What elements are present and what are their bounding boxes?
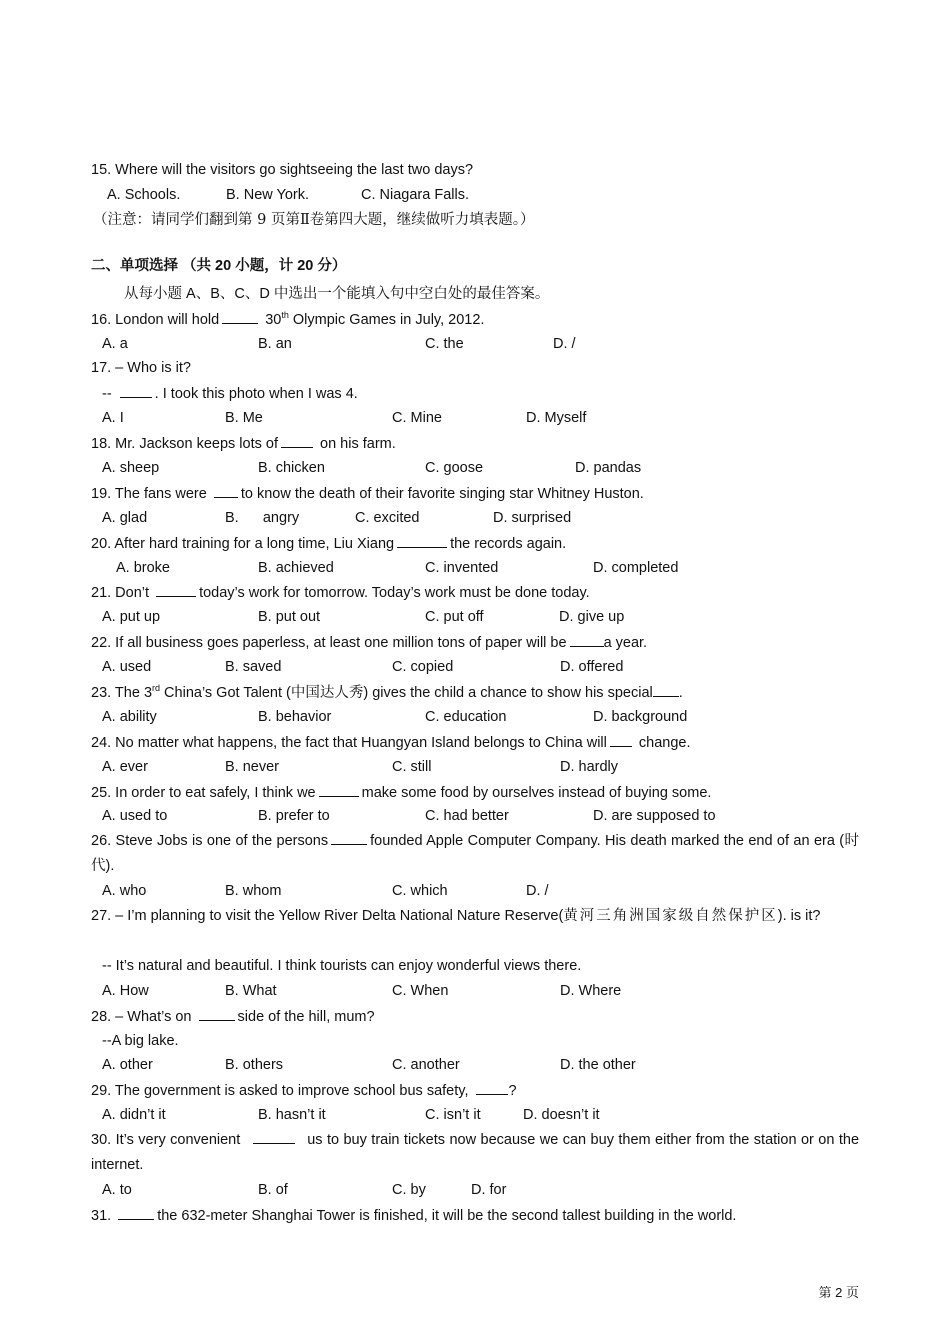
question-17: 17. – Who is it? bbox=[91, 360, 191, 376]
answer-blank bbox=[281, 433, 313, 448]
q23-option-c: C. education bbox=[425, 709, 507, 725]
q29-option-c: C. isn’t it bbox=[425, 1107, 481, 1123]
listening-note: （注意：请同学们翻到第 9 页第Ⅱ卷第四大题，继续做听力填表题。） bbox=[93, 212, 535, 228]
answer-blank bbox=[120, 383, 152, 398]
question-29: 29. The government is asked to improve school bus safety, ? bbox=[91, 1080, 517, 1101]
q26-option-c: C. which bbox=[392, 883, 448, 899]
q23-option-a: A. ability bbox=[102, 709, 157, 725]
question-24: 24. No matter what happens, the fact that Huangyan Island belongs to China will change. bbox=[91, 732, 691, 753]
q19-option-b: B. angry bbox=[225, 510, 300, 526]
q15-option-c: C. Niagara Falls. bbox=[361, 187, 469, 203]
q15-option-a: A. Schools. bbox=[107, 187, 181, 203]
q16-option-a: A. a bbox=[102, 336, 128, 352]
answer-blank bbox=[199, 1006, 235, 1021]
question-19: 19. The fans were to know the death of their favorite singing star Whitney Huston. bbox=[91, 483, 644, 504]
answer-blank bbox=[653, 682, 679, 697]
q28-reply: --A big lake. bbox=[102, 1033, 179, 1049]
q17-option-c: C. Mine bbox=[392, 410, 442, 426]
q30-option-a: A. to bbox=[102, 1182, 132, 1198]
q27-option-a: A. How bbox=[102, 983, 149, 999]
question-30: 30. It’s very convenient us to buy train tickets now because we can buy them either from the station or on the internet. bbox=[91, 1128, 859, 1178]
q28-option-a: A. other bbox=[102, 1057, 153, 1073]
q25-option-c: C. had better bbox=[425, 808, 509, 824]
q28-option-d: D. the other bbox=[560, 1057, 636, 1073]
question-28: 28. – What’s on side of the hill, mum? bbox=[91, 1006, 375, 1027]
question-18: 18. Mr. Jackson keeps lots of on his farm. bbox=[91, 433, 396, 454]
q21-option-c: C. put off bbox=[425, 609, 484, 625]
q22-option-b: B. saved bbox=[225, 659, 282, 675]
page-number: 第 2 页 bbox=[818, 1285, 859, 1300]
question-27: 27. – I’m planning to visit the Yellow River Delta National Nature Reserve(黄河三角洲国家级自然保护区). is it? bbox=[91, 908, 821, 924]
q19-option-a: A. glad bbox=[102, 510, 148, 526]
answer-blank bbox=[331, 830, 367, 845]
q24-option-d: D. hardly bbox=[560, 759, 619, 775]
q16-option-d: D. / bbox=[553, 336, 576, 352]
q23-option-d: D. background bbox=[593, 709, 688, 725]
q16-option-b: B. an bbox=[258, 336, 292, 352]
q18-option-c: C. goose bbox=[425, 460, 484, 476]
question-15: 15. Where will the visitors go sightseeing the last two days? bbox=[91, 162, 474, 178]
q26-option-b: B. whom bbox=[225, 883, 282, 899]
q28-option-b: B. others bbox=[225, 1057, 284, 1073]
section-instruction: 从每小题 A、B、C、D 中选出一个能填入句中空白处的最佳答案。 bbox=[124, 286, 550, 302]
q17-option-a: A. I bbox=[102, 410, 124, 426]
q30-option-d: D. for bbox=[471, 1182, 507, 1198]
q22-option-d: D. offered bbox=[560, 659, 624, 675]
q25-option-b: B. prefer to bbox=[258, 808, 330, 824]
q27-reply: -- It’s natural and beautiful. I think tourists can enjoy wonderful views there. bbox=[102, 958, 582, 974]
q16-option-c: C. the bbox=[425, 336, 464, 352]
answer-blank bbox=[397, 533, 447, 548]
answer-blank bbox=[253, 1129, 295, 1144]
q18-option-d: D. pandas bbox=[575, 460, 642, 476]
q20-option-b: B. achieved bbox=[258, 560, 334, 576]
q24-option-b: B. never bbox=[225, 759, 279, 775]
section-heading: 二、单项选择 （共 20 小题，计 20 分） bbox=[91, 258, 347, 274]
answer-blank bbox=[610, 732, 632, 747]
q17-option-b: B. Me bbox=[225, 410, 263, 426]
answer-blank bbox=[222, 309, 258, 324]
question-21: 21. Don’t today’s work for tomorrow. Today’s work must be done today. bbox=[91, 582, 590, 603]
question-25: 25. In order to eat safely, I think we make some food by ourselves instead of buying some. bbox=[91, 782, 711, 803]
q17-option-d: D. Myself bbox=[526, 410, 587, 426]
q24-option-a: A. ever bbox=[102, 759, 148, 775]
q27-option-b: B. What bbox=[225, 983, 277, 999]
answer-blank bbox=[118, 1205, 154, 1220]
question-31: 31. the 632-meter Shanghai Tower is finished, it will be the second tallest building in the world. bbox=[91, 1205, 736, 1226]
q20-option-d: D. completed bbox=[593, 560, 679, 576]
q18-option-a: A. sheep bbox=[102, 460, 160, 476]
q20-option-c: C. invented bbox=[425, 560, 499, 576]
question-16: 16. London will hold 30th Olympic Games in July, 2012. bbox=[91, 310, 485, 328]
answer-blank bbox=[570, 632, 604, 647]
answer-blank bbox=[476, 1080, 508, 1095]
q30-option-c: C. by bbox=[392, 1182, 426, 1198]
q25-option-a: A. used to bbox=[102, 808, 168, 824]
question-20: 20. After hard training for a long time, Liu Xiang the records again. bbox=[91, 533, 566, 554]
q23-option-b: B. behavior bbox=[258, 709, 332, 725]
q26-option-d: D. / bbox=[526, 883, 549, 899]
answer-blank bbox=[319, 782, 359, 797]
q19-option-d: D. surprised bbox=[493, 510, 572, 526]
q20-option-a: A. broke bbox=[116, 560, 170, 576]
q21-option-a: A. put up bbox=[102, 609, 161, 625]
q15-option-b: B. New York. bbox=[226, 187, 310, 203]
q21-option-d: D. give up bbox=[559, 609, 625, 625]
q26-option-a: A. who bbox=[102, 883, 147, 899]
q29-option-b: B. hasn’t it bbox=[258, 1107, 326, 1123]
q21-option-b: B. put out bbox=[258, 609, 321, 625]
q17-reply: -- . I took this photo when I was 4. bbox=[102, 383, 358, 404]
answer-blank bbox=[156, 582, 196, 597]
question-26: 26. Steve Jobs is one of the persons founded Apple Computer Company. His death marked the end of an era (时代). bbox=[91, 829, 859, 879]
q22-option-a: A. used bbox=[102, 659, 152, 675]
q27-option-c: C. When bbox=[392, 983, 449, 999]
q18-option-b: B. chicken bbox=[258, 460, 325, 476]
q30-option-b: B. of bbox=[258, 1182, 288, 1198]
q25-option-d: D. are supposed to bbox=[593, 808, 716, 824]
q28-option-c: C. another bbox=[392, 1057, 460, 1073]
q19-option-c: C. excited bbox=[355, 510, 420, 526]
q27-option-d: D. Where bbox=[560, 983, 622, 999]
question-22: 22. If all business goes paperless, at least one million tons of paper will be a year. bbox=[91, 632, 647, 653]
question-23: 23. The 3rd China’s Got Talent (中国达人秀) gives the child a chance to show his special . bbox=[91, 683, 683, 701]
q24-option-c: C. still bbox=[392, 759, 432, 775]
answer-blank bbox=[214, 483, 238, 498]
q22-option-c: C. copied bbox=[392, 659, 454, 675]
q29-option-a: A. didn’t it bbox=[102, 1107, 166, 1123]
q29-option-d: D. doesn’t it bbox=[523, 1107, 600, 1123]
